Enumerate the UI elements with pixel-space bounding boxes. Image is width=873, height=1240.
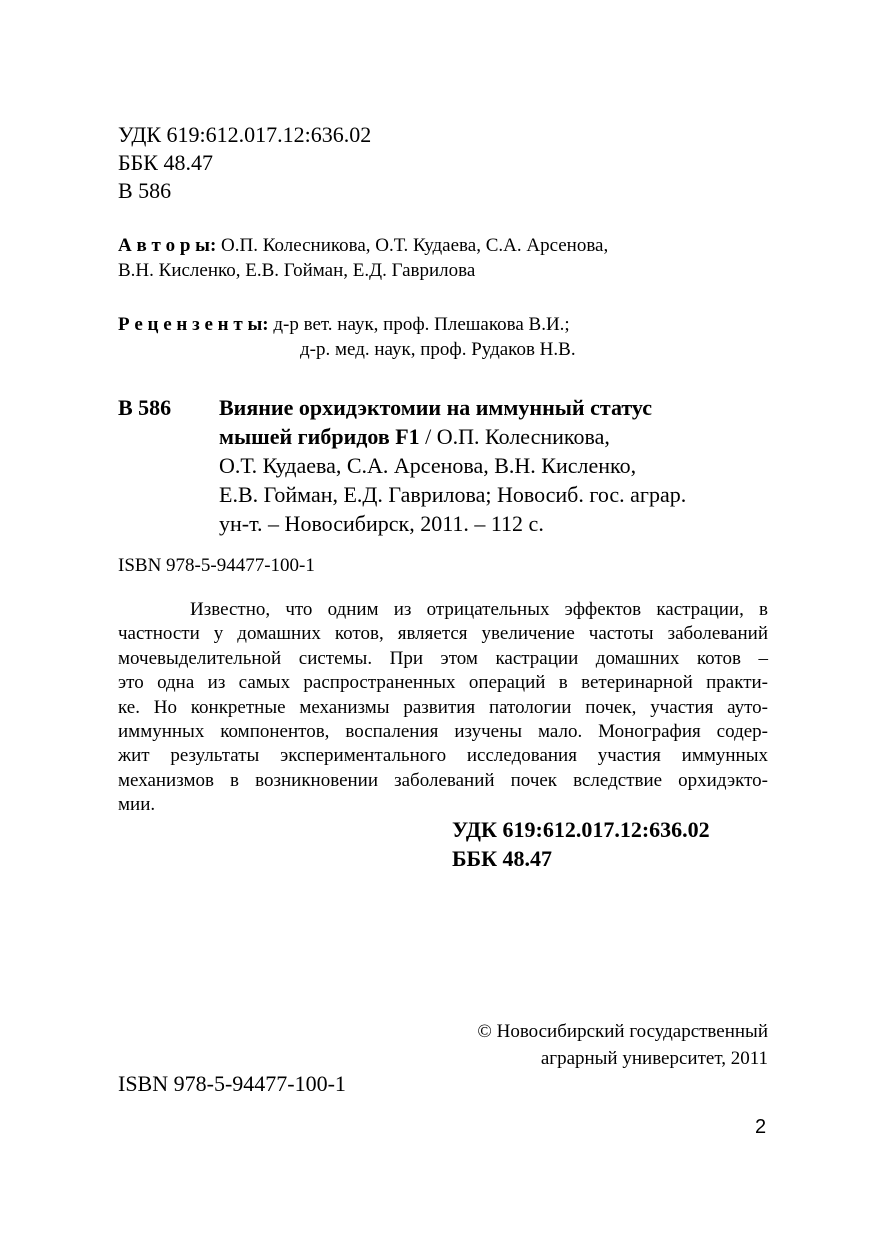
abstract-line: механизмов в возникновении заболеваний почек вследствие орхидэкто-	[118, 769, 768, 791]
citation-line-2	[219, 423, 610, 451]
classification-udk: УДК 619:612.017.12:636.02	[452, 817, 710, 842]
reviewers-line-2: д-р. мед. наук, проф. Рудаков Н.В.	[300, 339, 576, 360]
abstract-line: частности у домашних котов, является увеличение частоты заболеваний	[118, 623, 768, 645]
copyright	[477, 1018, 768, 1072]
citation-title-2: мышей гибридов F1	[219, 424, 420, 449]
authors-line-1	[118, 234, 608, 258]
authors-names-1: О.П. Колесникова, О.Т. Кудаева, С.А. Арсенова,	[216, 235, 609, 256]
udk-line: УДК 619:612.017.12:636.02	[118, 122, 372, 147]
reviewers-label: Р е ц е н з е н т ы:	[118, 314, 269, 335]
citation-line-5: ун-т. – Новосибирск, 2011. – 112 с.	[219, 511, 544, 536]
copyright-line-2: аграрный университет, 2011	[540, 1048, 768, 1069]
abstract-line: Известно, что одним из отрицательных эффектов кастрации, в	[190, 599, 768, 620]
bbk-line: ББК 48.47	[118, 150, 213, 175]
reviewers-line-1	[118, 313, 570, 337]
abstract-line: иммунных компонентов, воспаления изучены мало. Монография содер-	[118, 721, 768, 743]
authors-label: А в т о р ы:	[118, 235, 217, 256]
citation-title-1: Вияние орхидэктомии на иммунный статус	[219, 395, 652, 420]
authors-line-2: В.Н. Кисленко, Е.В. Гойман, Е.Д. Гаврилова	[118, 260, 476, 281]
isbn-bottom: ISBN 978-5-94477-100-1	[118, 1071, 346, 1096]
citation-code: В 586	[118, 395, 172, 420]
abstract	[118, 598, 768, 818]
citation-authors-1: / О.П. Колесникова,	[419, 424, 610, 449]
page-number: 2	[755, 1116, 767, 1138]
abstract-line: мии.	[118, 794, 156, 816]
abstract-line: жит результаты экспериментального исследования участия иммунных	[118, 745, 768, 767]
abstract-line: ке. Но конкретные механизмы развития патологии почек, участия ауто-	[118, 696, 768, 718]
citation-line-3: О.Т. Кудаева, С.А. Арсенова, В.Н. Кисленко,	[219, 453, 637, 478]
book-code: В 586	[118, 178, 172, 203]
citation-line-4: Е.В. Гойман, Е.Д. Гаврилова; Новосиб. гос. аграр.	[219, 482, 687, 507]
classification-bbk: ББК 48.47	[452, 846, 553, 871]
isbn-top: ISBN 978-5-94477-100-1	[118, 555, 315, 576]
reviewers-names-1: д-р вет. наук, проф. Плешакова В.И.;	[268, 314, 570, 335]
abstract-line: это одна из самых распространенных операций в ветеринарной практи-	[118, 672, 768, 694]
copyright-line-1: © Новосибирский государственный	[477, 1021, 768, 1042]
abstract-line: мочевыделительной системы. При этом кастрации домашних котов –	[118, 647, 768, 669]
